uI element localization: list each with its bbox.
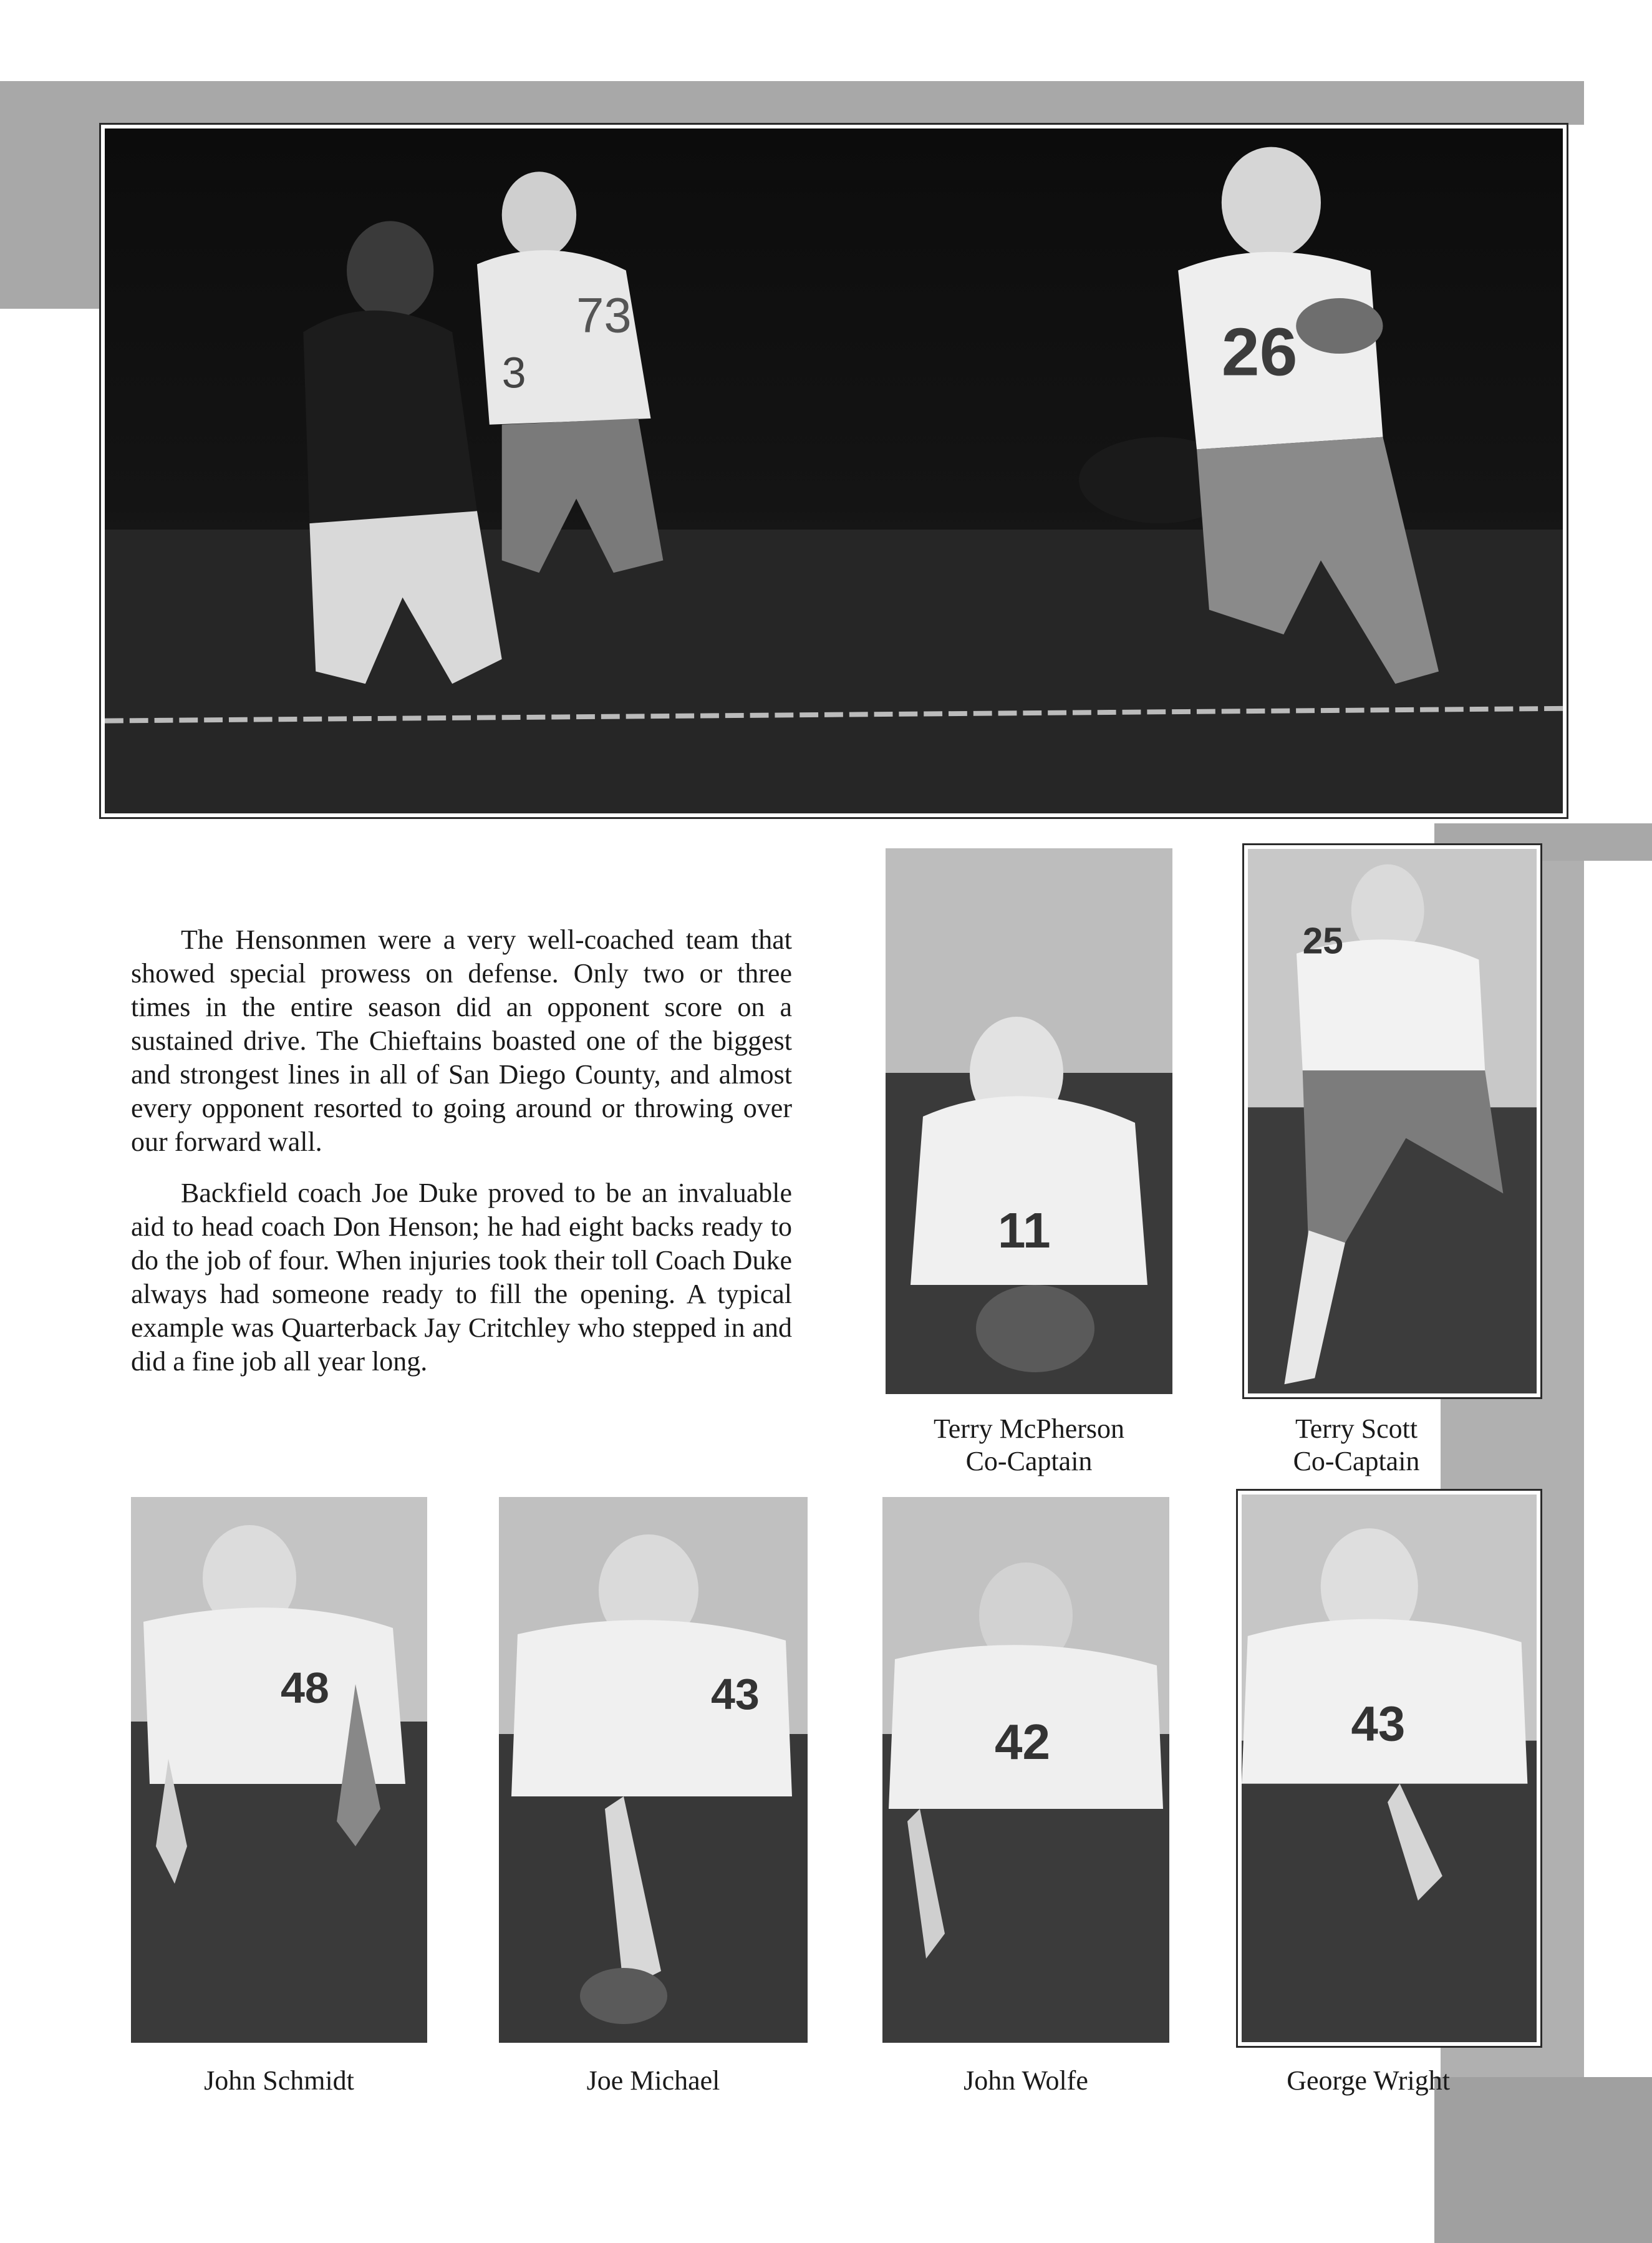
caption-name: John Schmidt [204,2065,354,2096]
caption-name: Terry McPherson [933,1413,1125,1444]
player-photo-wolfe [882,1497,1169,2043]
hero-jersey-73: 73 [576,287,632,343]
captain-jersey-number: 25 [1302,921,1343,962]
top-gray-band [0,81,1584,125]
article-paragraph-1: The Hensonmen were a very well-coached team that showed special prowess on defense. Only two or three times in the entire season did an opponent score on a sustained drive. The Chieftains boasted one of the biggest and strongest lines in all of San Diego County, and almost every opponent resorted to going around or throwing over our forward wall. [131,924,792,1157]
article-text [131,923,792,1396]
caption-name: Terry Scott [1295,1413,1418,1444]
hero-action-photo [101,125,1567,817]
caption-role: Co-Captain [965,1446,1093,1476]
player-illustration [886,848,1172,1394]
captain-photo-scott [1244,845,1540,1397]
player-jersey-number: 43 [711,1670,760,1718]
player-jersey-number: 48 [281,1664,329,1712]
caption-michael [499,2065,808,2097]
caption-scott [1244,1413,1469,1478]
caption-name: Joe Michael [586,2065,720,2096]
caption-role: Co-Captain [1293,1446,1420,1476]
caption-wolfe [882,2065,1169,2097]
hero-jersey-3: 3 [501,348,526,397]
player-jersey-number: 43 [1351,1696,1406,1751]
article-paragraph-2: Backfield coach Joe Duke proved to be an invaluable aid to head coach Don Henson; he had eight backs ready to do the job of four. When injuries took their toll Coach Duke always had someone ready to fill the opening. A typical example was Quarterback Jay Critchley who stepped in and did a fine job all year long. [131,1178,792,1377]
caption-wright [1238,2065,1450,2097]
player-photo-wright [1238,1491,1540,2046]
player-jersey-number: 42 [995,1714,1050,1770]
caption-mcpherson [886,1413,1172,1478]
caption-schmidt [131,2065,427,2097]
left-gray-tab [0,81,106,309]
caption-name: George Wright [1287,2065,1450,2096]
player-illustration [1242,1495,1537,2042]
captain-photo-mcpherson [886,848,1172,1394]
player-photo-michael [499,1497,808,2043]
player-illustration [499,1497,808,2043]
bottom-gray-tab [1434,2077,1652,2243]
night-game-illustration [105,128,1563,813]
hero-jersey-26: 26 [1221,314,1298,390]
player-illustration [882,1497,1169,2043]
player-photo-schmidt [131,1497,427,2043]
caption-name: John Wolfe [964,2065,1088,2096]
captain-jersey-number: 11 [998,1203,1051,1258]
player-illustration [1248,849,1537,1393]
player-illustration [131,1497,427,2043]
